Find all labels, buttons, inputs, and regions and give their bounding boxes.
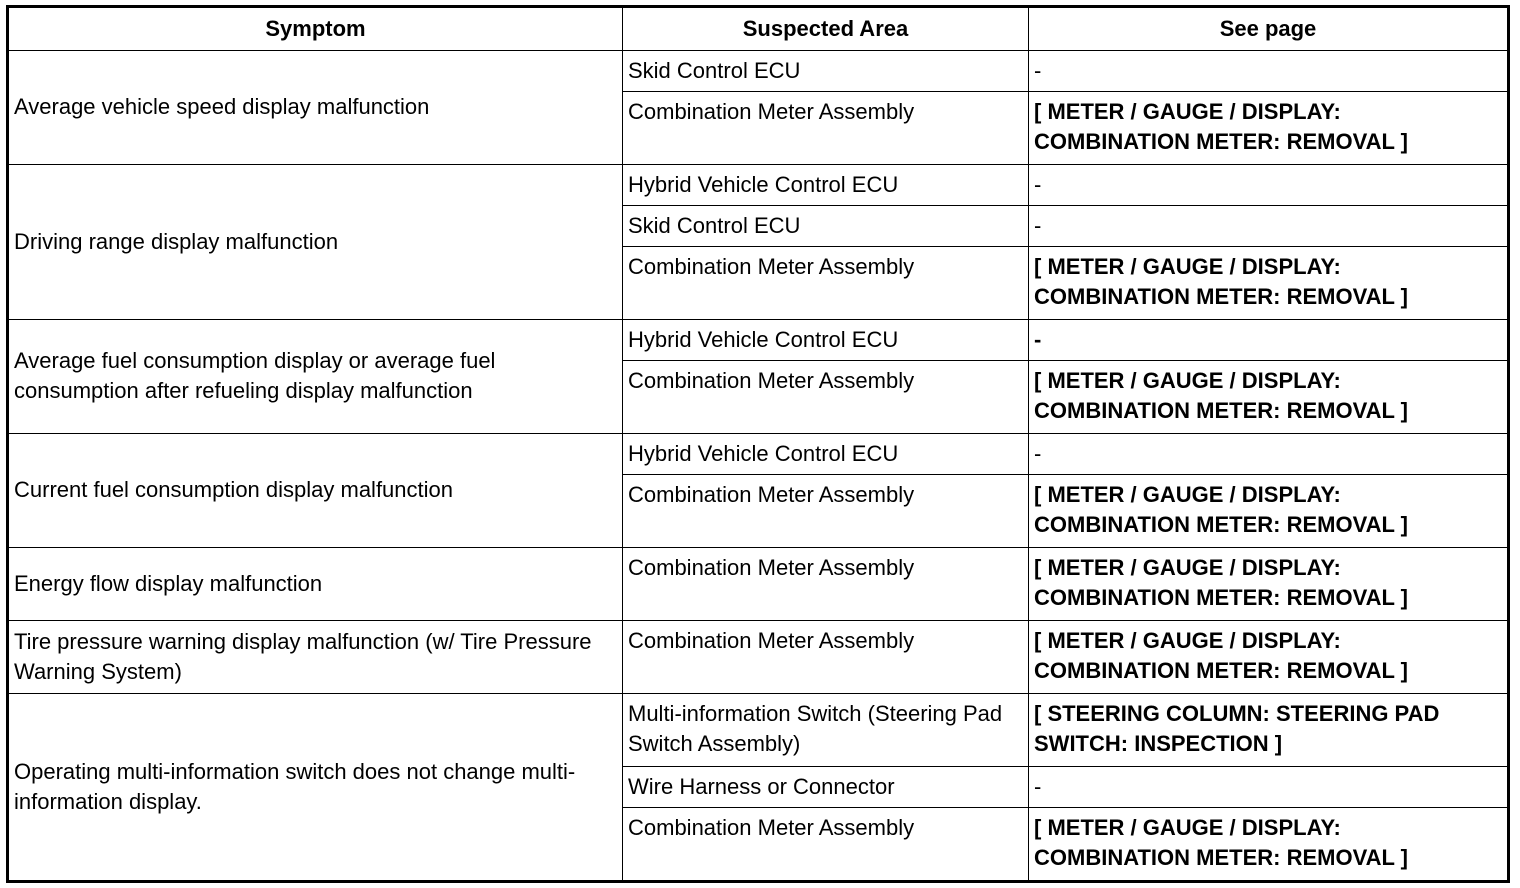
see-page-cell: - [1029,766,1509,807]
table-row [8,51,1509,92]
see-page-link[interactable]: [ METER / GAUGE / DISPLAY: COMBINATION METER: REMOVAL ] [1029,807,1509,881]
suspected-area-cell: Combination Meter Assembly [623,360,1029,433]
symptom-cell: Current fuel consumption display malfunction [8,433,623,547]
header-row [8,7,1509,51]
symptom-cell: Tire pressure warning display malfunction (w/ Tire Pressure Warning System) [8,620,623,693]
table-row [8,319,1509,360]
symptom-cell: Driving range display malfunction [8,164,623,319]
symptom-cell: Average fuel consumption display or average fuel consumption after refueling display malfunction [8,319,623,433]
see-page-link[interactable]: [ STEERING COLUMN: STEERING PAD SWITCH: INSPECTION ] [1029,693,1509,766]
see-page-link[interactable]: [ METER / GAUGE / DISPLAY: COMBINATION METER: REMOVAL ] [1029,360,1509,433]
table-row [8,693,1509,766]
see-page-link[interactable]: [ METER / GAUGE / DISPLAY: COMBINATION METER: REMOVAL ] [1029,474,1509,547]
suspected-area-cell: Wire Harness or Connector [623,766,1029,807]
table-row [8,620,1509,693]
table-row [8,433,1509,474]
suspected-area-cell: Combination Meter Assembly [623,91,1029,164]
suspected-area-cell: Multi-information Switch (Steering Pad Switch Assembly) [623,693,1029,766]
see-page-cell: - [1029,205,1509,246]
see-page-link[interactable]: [ METER / GAUGE / DISPLAY: COMBINATION METER: REMOVAL ] [1029,620,1509,693]
suspected-area-header: Suspected Area [623,7,1029,51]
see-page-header: See page [1029,7,1509,51]
suspected-area-cell: Combination Meter Assembly [623,620,1029,693]
symptom-cell: Energy flow display malfunction [8,547,623,620]
suspected-area-cell: Combination Meter Assembly [623,547,1029,620]
see-page-link[interactable]: [ METER / GAUGE / DISPLAY: COMBINATION METER: REMOVAL ] [1029,91,1509,164]
suspected-area-cell: Combination Meter Assembly [623,807,1029,881]
suspected-area-cell: Skid Control ECU [623,205,1029,246]
troubleshooting-table [6,5,1510,883]
suspected-area-cell: Combination Meter Assembly [623,474,1029,547]
table-row [8,164,1509,205]
suspected-area-cell: Hybrid Vehicle Control ECU [623,433,1029,474]
see-page-cell: - [1029,51,1509,92]
see-page-cell: - [1029,319,1509,360]
suspected-area-cell: Hybrid Vehicle Control ECU [623,319,1029,360]
see-page-link[interactable]: [ METER / GAUGE / DISPLAY: COMBINATION METER: REMOVAL ] [1029,246,1509,319]
see-page-link[interactable]: [ METER / GAUGE / DISPLAY: COMBINATION METER: REMOVAL ] [1029,547,1509,620]
suspected-area-cell: Hybrid Vehicle Control ECU [623,164,1029,205]
see-page-cell: - [1029,433,1509,474]
symptom-header: Symptom [8,7,623,51]
see-page-cell: - [1029,164,1509,205]
table-row [8,547,1509,620]
symptom-cell: Average vehicle speed display malfunction [8,51,623,165]
suspected-area-cell: Skid Control ECU [623,51,1029,92]
suspected-area-cell: Combination Meter Assembly [623,246,1029,319]
symptom-cell: Operating multi-information switch does not change multi-information display. [8,693,623,881]
